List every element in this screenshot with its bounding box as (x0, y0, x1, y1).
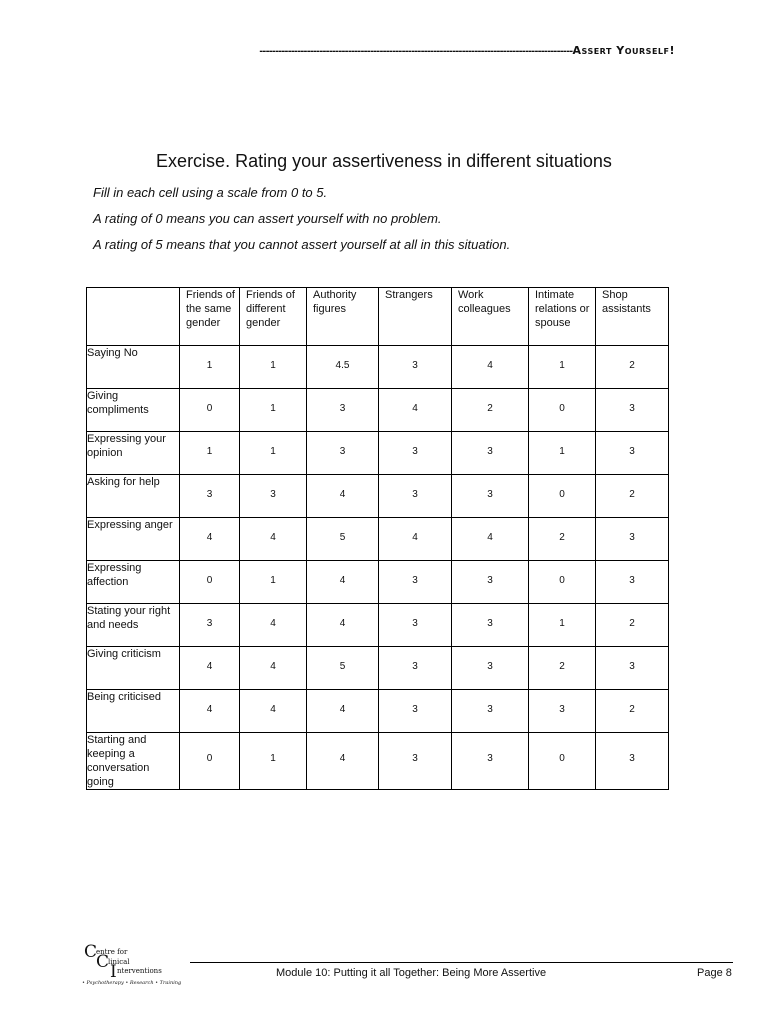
footer-divider (190, 962, 733, 963)
rating-value: 4 (206, 661, 213, 672)
rating-value: 1 (270, 360, 276, 371)
row-label: Saying No (87, 346, 180, 389)
rating-cell[interactable] (180, 733, 240, 790)
instruction-scale: Fill in each cell using a scale from 0 to 5. (93, 185, 328, 200)
instruction-five: A rating of 5 means that you cannot assert yourself at all in this situation. (93, 237, 511, 252)
rating-value: 3 (629, 575, 635, 586)
rating-cell[interactable] (307, 647, 379, 690)
rating-cell[interactable] (452, 690, 529, 733)
rating-value: 1 (559, 446, 565, 457)
rating-cell[interactable] (180, 518, 240, 561)
running-header (112, 44, 675, 58)
rating-cell[interactable] (240, 690, 307, 733)
rating-cell[interactable] (240, 647, 307, 690)
rating-cell[interactable] (529, 690, 596, 733)
rating-cell[interactable] (307, 389, 379, 432)
rating-value: 0 (559, 403, 565, 414)
table-row (87, 561, 669, 604)
column-header: Strangers (379, 288, 452, 346)
rating-value: 3 (629, 446, 635, 457)
rating-cell[interactable] (379, 690, 452, 733)
rating-cell[interactable] (180, 604, 240, 647)
rating-cell[interactable] (240, 432, 307, 475)
rating-cell[interactable] (379, 389, 452, 432)
rating-value: 4 (270, 532, 276, 543)
logo-text-interventions: nterventions (117, 967, 162, 975)
rating-value: 2 (629, 360, 635, 371)
rating-cell[interactable] (180, 647, 240, 690)
column-header: Friends of the same gender (180, 288, 240, 346)
assertiveness-table (86, 287, 669, 790)
table-row (87, 389, 669, 432)
logo-letter-c1: C (84, 942, 98, 962)
rating-cell[interactable] (452, 432, 529, 475)
logo-letter-i: I (110, 962, 117, 982)
rating-cell[interactable] (452, 561, 529, 604)
rating-value: 3 (487, 704, 493, 715)
rating-value: 4 (487, 360, 493, 371)
rating-cell[interactable] (596, 690, 669, 733)
rating-value: 3 (487, 753, 493, 764)
rating-value: 1 (206, 360, 213, 371)
row-label: Expressing affection (87, 561, 180, 604)
rating-cell[interactable] (240, 389, 307, 432)
rating-cell[interactable] (529, 518, 596, 561)
rating-value: 0 (206, 403, 213, 414)
column-header: Intimate relations or spouse (529, 288, 596, 346)
row-label: Expressing your opinion (87, 432, 180, 475)
rating-cell[interactable] (180, 561, 240, 604)
rating-cell[interactable] (529, 561, 596, 604)
row-label: Giving criticism (87, 647, 180, 690)
rating-value: 4 (339, 704, 346, 715)
rating-value: 3 (412, 753, 418, 764)
rating-cell[interactable] (240, 733, 307, 790)
rating-cell[interactable] (180, 346, 240, 389)
rating-cell[interactable] (596, 647, 669, 690)
rating-value: 2 (629, 618, 635, 629)
rating-value: 2 (487, 403, 493, 414)
rating-cell[interactable] (307, 432, 379, 475)
rating-value: 3 (412, 575, 418, 586)
rating-cell[interactable] (307, 604, 379, 647)
rating-cell[interactable] (529, 604, 596, 647)
rating-cell[interactable] (307, 690, 379, 733)
column-header: Work colleagues (452, 288, 529, 346)
rating-value: 2 (629, 704, 635, 715)
rating-value: 3 (629, 532, 635, 543)
rating-cell[interactable] (379, 518, 452, 561)
rating-cell[interactable] (596, 733, 669, 790)
rating-value: 1 (559, 360, 565, 371)
rating-value: 3 (487, 661, 493, 672)
rating-value: 3 (629, 753, 635, 764)
rating-cell[interactable] (452, 346, 529, 389)
row-label: Expressing anger (87, 518, 180, 561)
rating-value: 3 (206, 489, 213, 500)
rating-cell[interactable] (596, 389, 669, 432)
column-header: Authority figures (307, 288, 379, 346)
table-row (87, 690, 669, 733)
rating-cell[interactable] (307, 561, 379, 604)
rating-cell[interactable] (240, 346, 307, 389)
rating-cell[interactable] (452, 604, 529, 647)
rating-value: 0 (559, 753, 565, 764)
table-header-row (87, 288, 669, 346)
table-row (87, 647, 669, 690)
rating-value: 3 (412, 489, 418, 500)
instruction-zero: A rating of 0 means you can assert yourself with no problem. (93, 211, 442, 226)
rating-cell[interactable] (596, 561, 669, 604)
rating-value: 3 (339, 446, 346, 457)
page-number: Page 8 (697, 967, 732, 979)
rating-cell[interactable] (596, 432, 669, 475)
column-header: Shop assistants (596, 288, 669, 346)
rating-cell[interactable] (529, 432, 596, 475)
rating-value: 2 (559, 532, 565, 543)
table-row (87, 733, 669, 790)
rating-value: 3 (412, 618, 418, 629)
rating-value: 4.5 (335, 360, 350, 371)
rating-value: 3 (487, 489, 493, 500)
rating-cell[interactable] (307, 518, 379, 561)
rating-cell[interactable] (529, 475, 596, 518)
rating-cell[interactable] (596, 346, 669, 389)
rating-cell[interactable] (529, 647, 596, 690)
rating-value: 4 (339, 489, 346, 500)
rating-value: 4 (412, 532, 418, 543)
rating-value: 3 (206, 618, 213, 629)
row-label: Giving compliments (87, 389, 180, 432)
rating-cell[interactable] (529, 346, 596, 389)
table-row (87, 346, 669, 389)
rating-cell[interactable] (379, 561, 452, 604)
rating-cell[interactable] (379, 733, 452, 790)
rating-value: 2 (629, 489, 635, 500)
rating-cell[interactable] (452, 518, 529, 561)
rating-value: 4 (412, 403, 418, 414)
rating-value: 0 (206, 753, 213, 764)
rating-cell[interactable] (307, 346, 379, 389)
row-label: Being criticised (87, 690, 180, 733)
rating-cell[interactable] (529, 389, 596, 432)
table-row (87, 475, 669, 518)
rating-cell[interactable] (596, 518, 669, 561)
rating-value: 1 (206, 446, 213, 457)
rating-cell[interactable] (379, 604, 452, 647)
rating-cell[interactable] (240, 518, 307, 561)
rating-value: 4 (339, 618, 346, 629)
rating-value: 3 (559, 704, 565, 715)
row-label: Starting and keeping a conversation going (87, 733, 180, 790)
rating-cell[interactable] (379, 432, 452, 475)
logo-letter-c2: C (96, 952, 110, 972)
row-label: Stating your right and needs (87, 604, 180, 647)
rating-cell[interactable] (379, 346, 452, 389)
rating-cell[interactable] (452, 475, 529, 518)
rating-cell[interactable] (379, 475, 452, 518)
page-title: Exercise. Rating your assertiveness in different situations (156, 151, 612, 171)
rating-value: 4 (339, 575, 346, 586)
rating-value: 4 (339, 753, 346, 764)
rating-cell[interactable] (180, 389, 240, 432)
rating-value: 3 (487, 575, 493, 586)
rating-cell[interactable] (180, 475, 240, 518)
rating-value: 3 (412, 446, 418, 457)
header-rule: --------------------------------------------------------------------------------------------------- (259, 45, 573, 57)
rating-value: 1 (559, 618, 565, 629)
rating-cell[interactable] (452, 647, 529, 690)
table-row (87, 518, 669, 561)
rating-cell[interactable] (180, 432, 240, 475)
column-header: Friends of different gender (240, 288, 307, 346)
rating-cell[interactable] (452, 389, 529, 432)
table-row (87, 604, 669, 647)
logo-text-centre: entre for (96, 948, 128, 956)
rating-value: 0 (559, 489, 565, 500)
header-title: Assert Yourself! (572, 44, 675, 57)
rating-value: 4 (206, 704, 213, 715)
rating-value: 0 (559, 575, 565, 586)
rating-value: 1 (270, 403, 276, 414)
footer-module-title: Module 10: Putting it all Together: Being More Assertive (276, 967, 547, 979)
rating-value: 0 (206, 575, 213, 586)
rating-cell[interactable] (307, 475, 379, 518)
rating-cell[interactable] (240, 475, 307, 518)
rating-value: 4 (487, 532, 493, 543)
rating-value: 1 (270, 446, 276, 457)
cci-logo (82, 944, 192, 992)
rating-value: 4 (270, 704, 276, 715)
rating-value: 1 (270, 575, 276, 586)
rating-cell[interactable] (240, 561, 307, 604)
rating-value: 2 (559, 661, 565, 672)
rating-cell[interactable] (529, 733, 596, 790)
rating-cell[interactable] (240, 604, 307, 647)
corner-cell (87, 288, 180, 346)
rating-cell[interactable] (452, 733, 529, 790)
rating-cell[interactable] (307, 733, 379, 790)
rating-value: 1 (270, 753, 276, 764)
logo-text-clinical: linical (108, 958, 130, 966)
rating-cell[interactable] (180, 690, 240, 733)
rating-value: 4 (206, 532, 213, 543)
rating-value: 3 (270, 489, 276, 500)
rating-value: 3 (412, 661, 418, 672)
rating-value: 4 (270, 618, 276, 629)
rating-cell[interactable] (379, 647, 452, 690)
rating-cell[interactable] (596, 475, 669, 518)
rating-value: 3 (412, 704, 418, 715)
rating-value: 5 (339, 532, 346, 543)
rating-value: 3 (487, 618, 493, 629)
rating-value: 3 (629, 403, 635, 414)
table-row (87, 432, 669, 475)
rating-value: 3 (412, 360, 418, 371)
rating-value: 3 (629, 661, 635, 672)
row-label: Asking for help (87, 475, 180, 518)
rating-cell[interactable] (596, 604, 669, 647)
rating-value: 5 (339, 661, 346, 672)
rating-value: 4 (270, 661, 276, 672)
logo-tagline: • Psychotherapy • Research • Training (82, 980, 182, 986)
rating-value: 3 (339, 403, 346, 414)
rating-value: 3 (487, 446, 493, 457)
